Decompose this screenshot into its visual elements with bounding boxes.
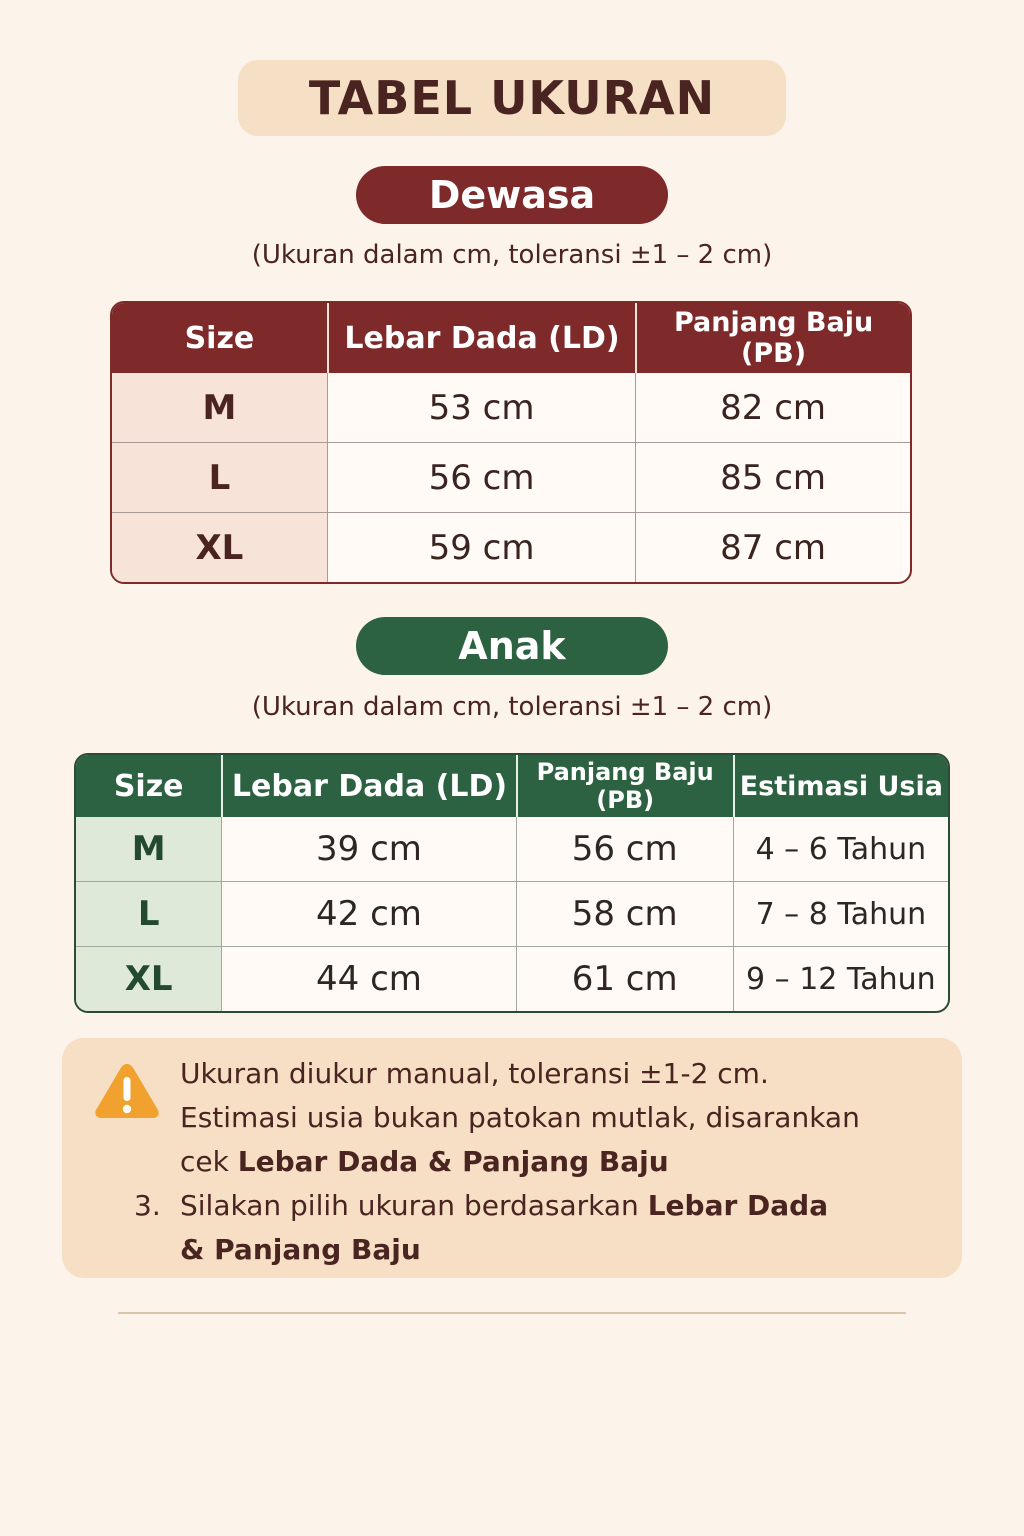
warning-icon [92,1060,162,1120]
ld-cell: 53 cm [327,373,635,442]
header-lebar-dada: Lebar Dada (LD) [327,303,635,373]
info-text [180,1052,920,1184]
pb-cell: 85 cm [635,442,910,512]
ld-cell: 56 cm [327,442,635,512]
ld-cell: 59 cm [327,512,635,582]
title-banner [238,60,786,136]
info-item-3-bold-1: Lebar Dada [647,1189,829,1222]
pb-cell: 82 cm [635,373,910,442]
size-cell: XL [76,946,221,1011]
age-cell: 7 – 8 Tahun [733,881,948,946]
age-cell: 4 – 6 Tahun [733,817,948,881]
size-cell: M [76,817,221,881]
table-row [112,373,910,442]
table-row [76,946,948,1011]
pb-cell: 58 cm [516,881,733,946]
info-item-number: 3. [134,1189,161,1222]
header-size: Size [112,303,327,373]
anak-tolerance-note: (Ukuran dalam cm, toleransi ±1 – 2 cm) [251,692,773,722]
dewasa-tolerance-note: (Ukuran dalam cm, toleransi ±1 – 2 cm) [251,240,773,270]
ld-cell: 39 cm [221,817,515,881]
table-row [112,512,910,582]
table-header-row [76,755,948,817]
info-line-1: Ukuran diukur manual, toleransi ±1-2 cm. [180,1057,769,1090]
info-item-3-text: Silakan pilih ukuran berdasarkan [180,1189,648,1222]
info-line-3-prefix: cek [180,1145,238,1178]
table-row [76,817,948,881]
age-cell: 9 – 12 Tahun [733,946,948,1011]
header-size: Size [76,755,221,817]
info-line-3-bold: Lebar Dada & Panjang Baju [237,1145,669,1178]
pb-cell: 56 cm [516,817,733,881]
size-cell: XL [112,512,327,582]
table-row [112,442,910,512]
page-title: TABEL UKURAN [308,71,716,125]
size-cell: L [76,881,221,946]
info-line-2: Estimasi usia bukan patokan mutlak, disarankan [180,1101,860,1134]
pb-cell: 61 cm [516,946,733,1011]
section-label-anak: Anak [356,617,668,675]
dewasa-size-table [110,301,912,584]
header-panjang-baju: Panjang Baju (PB) [516,755,733,817]
size-cell: L [112,442,327,512]
header-lebar-dada: Lebar Dada (LD) [221,755,515,817]
table-header-row [112,303,910,373]
table-row [76,881,948,946]
section-label-dewasa: Dewasa [356,166,668,224]
anak-size-table [74,753,950,1013]
pb-cell: 87 cm [635,512,910,582]
divider [118,1312,906,1314]
ld-cell: 42 cm [221,881,515,946]
header-estimasi-usia: Estimasi Usia [733,755,948,817]
size-cell: M [112,373,327,442]
header-panjang-baju: Panjang Baju (PB) [635,303,910,373]
info-item-3 [180,1184,920,1272]
ld-cell: 44 cm [221,946,515,1011]
info-item-3-bold-2: & Panjang Baju [180,1233,421,1266]
info-line-3 [180,1140,920,1184]
